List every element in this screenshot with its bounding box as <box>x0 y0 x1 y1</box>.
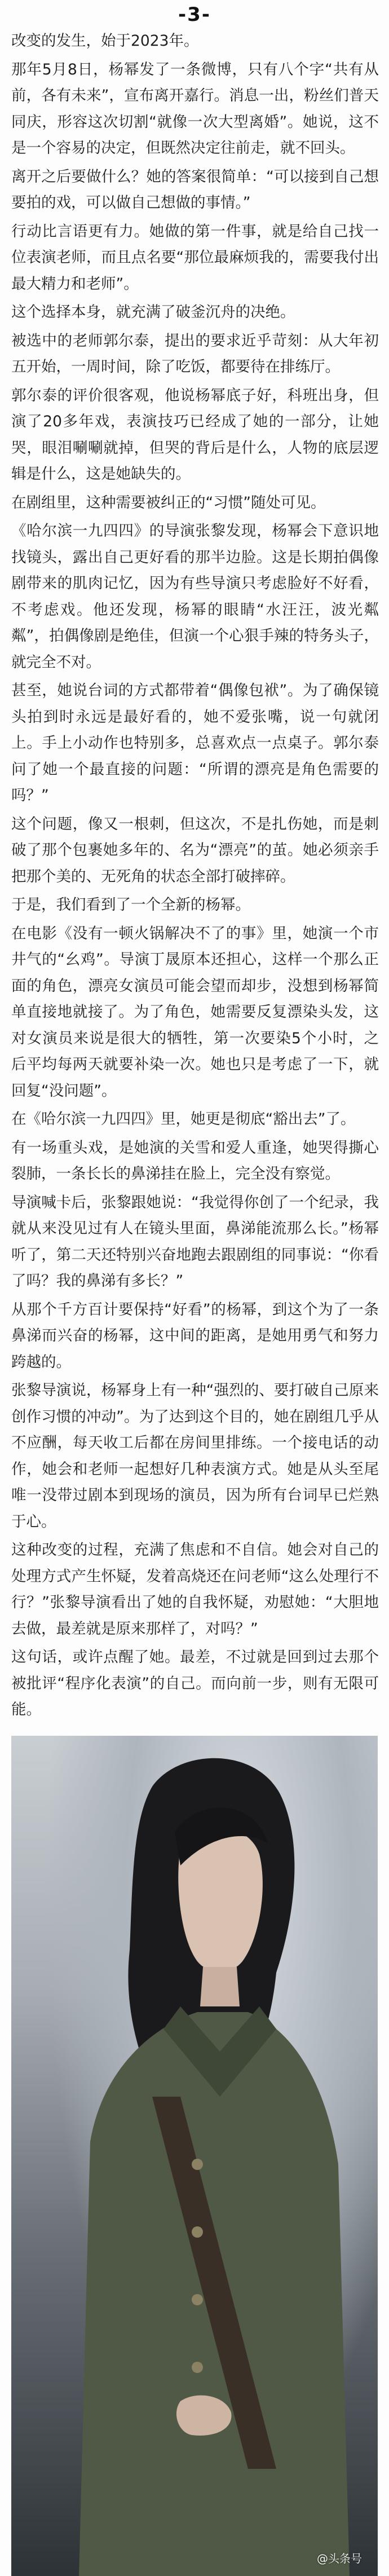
image-watermark: @头条号 <box>317 2551 362 2565</box>
paragraph: 在《哈尔滨一九四四》里，她更是彻底“豁出去”了。 <box>11 1110 356 1128</box>
paragraph: 于是，我们看到了一个全新的杨幂。 <box>11 896 250 914</box>
article-body <box>0 28 389 1723</box>
paragraph: 张黎导演说，杨幂身上有一种“强烈的、要打破自己原来创作习惯的冲动”。为了达到这个目的，她在剧组几乎从不应酬，每天收工后都在房间里排练。一个接电话的动作，她会和老师一起想好几种表演方式。她是从头至尾唯一没带过剧本到现场的演员，因为所有台词早已烂熟于心。 <box>11 1382 379 1530</box>
paragraph: 这句话，或许点醒了她。最差，不过就是回到过去那个被批评“程序化表演”的自己。而向前一步，则有无限可能。 <box>11 1648 379 1718</box>
paragraph: 有一场重头戏，是她演的关雪和爱人重逢，她哭得撕心裂肺，一条长长的鼻涕挂在脸上，完全没有察觉。 <box>11 1139 379 1183</box>
page-number: -3- <box>178 3 211 26</box>
paragraph: 被选中的老师郭尔泰，提出的要求近乎苛刻：从大年初五开始，一周时间，除了吃饭，都要待在排练厅。 <box>11 332 379 376</box>
portrait-illustration <box>11 1736 378 2576</box>
paragraph: 在剧组里，这种需要被纠正的“习惯”随处可见。 <box>11 493 326 511</box>
paragraph: 《哈尔滨一九四四》的导演张黎发现，杨幂会下意识地找镜头，露出自己更好看的那半边脸。这是长期拍偶像剧带来的肌肉记忆，因为有些导演只考虑脸好不好看，不考虑戏。他还发现，杨幂的眼睛“水汪汪，波光粼粼”，拍偶像剧是绝佳，但演一个心狠手辣的特务头子，就完全不对。 <box>11 522 379 671</box>
paragraph: 郭尔泰的评价很客观，他说杨幂底子好，科班出身，但演了20多年戏，表演技巧已经成了她的一部分，让她哭，眼泪唰唰就掉，但哭的背后是什么，人物的底层逻辑是什么，这是她缺失的。 <box>11 386 379 483</box>
paragraph: 这个选择本身，就充满了破釜沉舟的决绝。 <box>11 303 295 321</box>
paragraph: 在电影《没有一顿火锅解决不了的事》里，她演一个市井气的“幺鸡”。导演丁晟原本还担心，这样一个那么正面的角色，漂亮女演员可能会望而却步，没想到杨幂简单直接地就接了。为了角色，她需要反复漂染头发，这对女演员来说是很大的牺牲，第一次要染5个小时，之后平均每两天就要补染一次。她也只是考虑了一下，就回复“没问题”。 <box>11 924 379 1100</box>
paragraph: 导演喊卡后，张黎跟她说：“我觉得你创了一个纪录，我就从来没见过有人在镜头里面，鼻涕能流那么长。”杨幂听了，第二天还特别兴奋地跑去跟剧组的同事说：“你看了吗？我的鼻涕有多长？” <box>11 1193 379 1290</box>
film-still-photo <box>11 1736 378 2576</box>
paragraph: 改变的发生，始于2023年。 <box>11 32 199 50</box>
paragraph: 从那个千方百计要保持“好看”的杨幂，到这个为了一条鼻涕而兴奋的杨幂，这中间的距离，是她用勇气和努力跨越的。 <box>11 1300 379 1371</box>
paragraph: 甚至，她说台词的方式都带着“偶像包袱”。为了确保镜头拍到时永远是最好看的，她不爱张嘴，说一句就闭上。手上小动作也特别多，总喜欢点一点桌子。郭尔泰问了她一个最直接的问题：“所谓的漂亮是角色需要的吗？” <box>11 682 379 804</box>
paragraph: 这种改变的过程，充满了焦虑和不自信。她会对自己的处理方式产生怀疑，发着高烧还在问老师“这么处理行不行？”张黎导演看出了她的自我怀疑，劝慰她：“大胆地去做，最差就是原来那样了，对吗？” <box>11 1541 379 1638</box>
paragraph: 这个问题，像又一根刺，但这次，不是扎伤她，而是刺破了那个包裹她多年的、名为“漂亮”的茧。她必须亲手把那个美的、无死角的状态全部打破摔碎。 <box>11 815 379 885</box>
paragraph: 那年5月8日，杨幂发了一条微博，只有八个字“共有从前，各有未来”，宣布离开嘉行。消息一出，粉丝们普天同庆，形容这次切割“就像一次大型离婚”。她说，这不是一个容易的决定，但既然决定往前走，就不回头。 <box>11 60 379 157</box>
paragraph: 离开之后要做什么？她的答案很简单：“可以接到自己想要拍的戏，可以做自己想做的事情。” <box>11 167 379 211</box>
paragraph: 行动比言语更有力。她做的第一件事，就是给自己找一位表演老师，而且点名要“那位最麻烦我的，需要我付出最大精力和老师”。 <box>11 222 379 293</box>
